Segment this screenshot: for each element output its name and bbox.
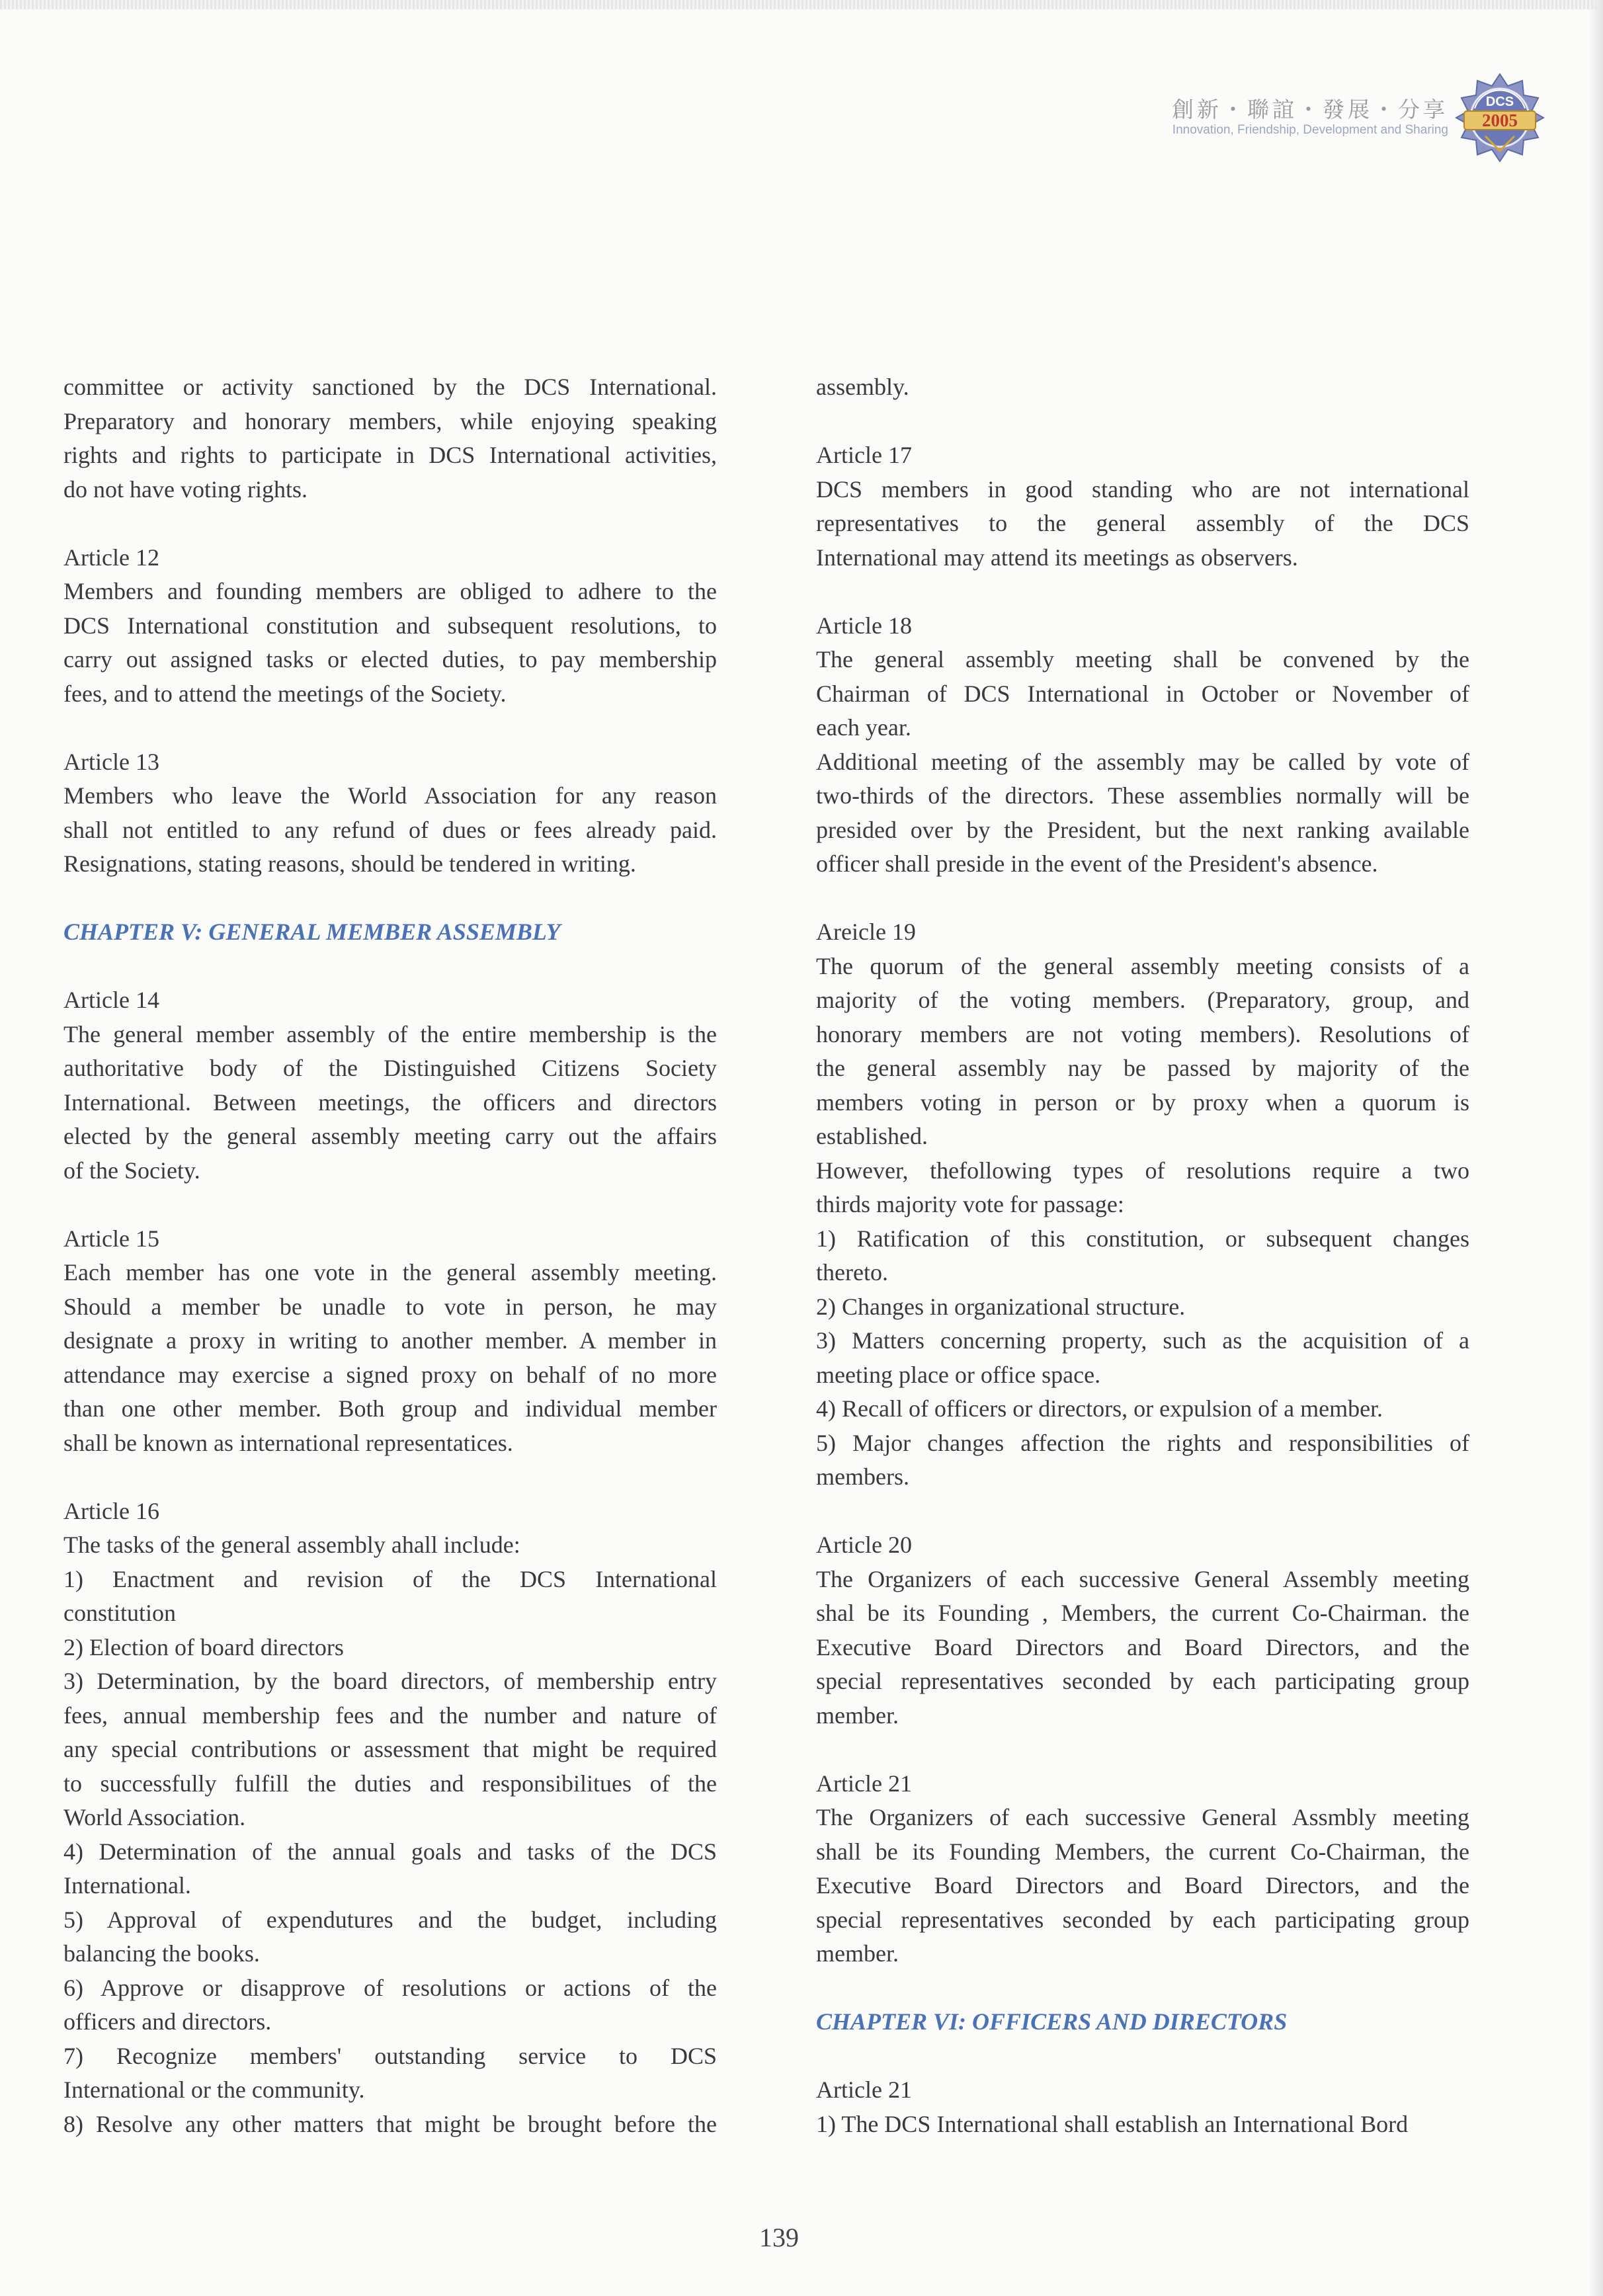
text-line: However, thefollowing types of resolutions require a two <box>816 1157 1469 1184</box>
paragraph-gap <box>63 1188 717 1222</box>
text-line: thirds majority vote for passage: <box>816 1191 1124 1217</box>
paragraph-gap <box>63 882 717 916</box>
text-line: International may attend its meetings as observers. <box>816 544 1298 571</box>
text-line: 3) Determination, by the board directors, of membership entry <box>63 1668 717 1694</box>
text-line: 3) Matters concerning property, such as the acquisition of a <box>816 1327 1469 1354</box>
text-line: shall be known as international representatices. <box>63 1429 513 1456</box>
text-line: established. <box>816 1123 928 1149</box>
tagline-chinese: 創新・聯誼・發展・分享 <box>1172 99 1448 122</box>
text-line: rights and rights to participate in DCS International activities, <box>63 442 717 468</box>
text-line: Executive Board Directors and Board Directors, and the <box>816 1633 1469 1660</box>
text-line: 8) Resolve any other matters that might be brought before the <box>63 2110 717 2137</box>
text-line: 4) Recall of officers or directors, or expulsion of a member. <box>816 1395 1383 1422</box>
text-line: The Organizers of each successive General Assembly meeting <box>816 1565 1469 1592</box>
text-line: elected by the general assembly meeting carry out the affairs <box>63 1123 717 1149</box>
text-line: 2) Election of board directors <box>63 1633 344 1660</box>
text-line: special representatives seconded by each participating group <box>816 1906 1469 1933</box>
text-line: Article 20 <box>816 1532 912 1558</box>
text-line: honorary members are not voting members). Resolutions of <box>816 1020 1469 1047</box>
text-line: 5) Approval of expendutures and the budget, including <box>63 1906 717 1933</box>
text-line: assembly. <box>816 374 909 400</box>
text-line: The tasks of the general assembly ahall include: <box>63 1532 520 1558</box>
text-line: each year. <box>816 714 911 741</box>
right-text-column <box>816 370 1469 2141</box>
text-line: special representatives seconded by each participating group <box>816 1668 1469 1694</box>
text-line: do not have voting rights. <box>63 475 308 503</box>
text-line: Article 13 <box>63 748 159 775</box>
text-line: members voting in person or by proxy when a quorum is <box>816 1088 1469 1116</box>
text-line: 2) Changes in organizational structure. <box>816 1293 1186 1320</box>
page-header <box>1124 73 1547 172</box>
logo-text: DCS <box>1485 95 1514 109</box>
text-line: Article 17 <box>816 442 912 468</box>
tagline-english: Innovation, Friendship, Development and Sharing <box>1172 123 1448 137</box>
text-line: the general assembly nay be passed by majority of the <box>816 1055 1469 1081</box>
text-line: officers and directors. <box>63 2008 272 2035</box>
text-line: International. Between meetings, the officers and directors <box>63 1088 717 1116</box>
text-line: any special contributions or assessment that might be required <box>63 1736 717 1762</box>
text-line: balancing the books. <box>63 1940 260 1967</box>
text-line: than one other member. Both group and individual member <box>63 1395 717 1422</box>
paragraph-gap <box>816 1495 1469 1529</box>
text-line: to successfully fulfill the duties and responsibilitues of the <box>63 1770 717 1797</box>
text-line: Should a member be unadle to vote in person, he may <box>63 1293 717 1320</box>
text-line: constitution <box>63 1600 176 1626</box>
text-line: World Association. <box>63 1804 246 1830</box>
paragraph-gap <box>816 1733 1469 1767</box>
text-line: Article 12 <box>63 544 159 571</box>
text-line: 1) Enactment and revision of the DCS International <box>63 1565 717 1592</box>
text-line: International. <box>63 1872 191 1899</box>
text-line: shall not entitled to any refund of dues or fees already paid. <box>63 816 717 843</box>
paragraph-gap <box>816 1971 1469 2006</box>
paragraph-gap <box>63 711 717 745</box>
paragraph-gap <box>63 950 717 984</box>
text-line: Members and founding members are obliged to adhere to the <box>63 578 717 604</box>
paragraph-gap <box>816 575 1469 609</box>
dcs-2005-logo-icon <box>1455 73 1545 163</box>
chapter-heading: CHAPTER VI: OFFICERS AND DIRECTORS <box>816 2008 1288 2035</box>
text-line: International or the community. <box>63 2076 365 2103</box>
chapter-heading: CHAPTER V: GENERAL MEMBER ASSEMBLY <box>63 919 561 945</box>
text-line: Areicle 19 <box>816 919 916 945</box>
text-line: Article 16 <box>63 1497 159 1524</box>
text-line: member. <box>816 1702 899 1729</box>
text-line: representatives to the general assembly of the DCS <box>816 510 1469 536</box>
text-line: Preparatory and honorary members, while enjoying speaking <box>63 407 717 434</box>
text-line: fees, and to attend the meetings of the Society. <box>63 680 507 707</box>
text-line: of the Society. <box>63 1157 200 1184</box>
text-line: Article 21 <box>816 1770 912 1797</box>
text-line: Executive Board Directors and Board Directors, and the <box>816 1872 1469 1899</box>
text-line: carry out assigned tasks or elected duties, to pay membership <box>63 646 717 673</box>
text-line: The general member assembly of the entire membership is the <box>63 1020 717 1047</box>
text-line: Each member has one vote in the general assembly meeting. <box>63 1259 717 1286</box>
text-line: DCS International constitution and subsequent resolutions, to <box>63 612 717 639</box>
text-line: attendance may exercise a signed proxy on behalf of no more <box>63 1361 717 1388</box>
text-line: majority of the voting members. (Preparatory, group, and <box>816 987 1469 1013</box>
text-line: designate a proxy in writing to another member. A member in <box>63 1327 717 1354</box>
text-line: Article 21 <box>816 2076 912 2103</box>
text-line: 7) Recognize members' outstanding service to DCS <box>63 2042 717 2069</box>
text-line: Chairman of DCS International in October or November of <box>816 680 1469 707</box>
text-line: presided over by the President, but the next ranking available <box>816 816 1469 843</box>
text-line: The quorum of the general assembly meeting consists of a <box>816 952 1469 979</box>
paragraph-gap <box>816 405 1469 439</box>
paragraph-gap <box>816 882 1469 916</box>
text-line: The general assembly meeting shall be convened by the <box>816 646 1469 673</box>
paragraph-gap <box>816 2039 1469 2074</box>
text-line: Article 15 <box>63 1225 159 1252</box>
text-line: two-thirds of the directors. These assemblies normally will be <box>816 782 1469 809</box>
text-line: Members who leave the World Association for any reason <box>63 782 717 809</box>
text-line: 1) Ratification of this constitution, or subsequent changes <box>816 1225 1469 1252</box>
text-line: Article 18 <box>816 612 912 639</box>
text-line: 5) Major changes affection the rights and responsibilities of <box>816 1429 1469 1456</box>
text-line: fees, annual membership fees and the number and nature of <box>63 1702 717 1729</box>
text-line: member. <box>816 1940 899 1967</box>
text-line: 4) Determination of the annual goals and tasks of the DCS <box>63 1838 717 1865</box>
text-line: Resignations, stating reasons, should be tendered in writing. <box>63 850 636 877</box>
text-line: members. <box>816 1463 909 1490</box>
text-line: officer shall preside in the event of the President's absence. <box>816 850 1378 877</box>
logo-year: 2005 <box>1482 110 1518 130</box>
text-line: 6) Approve or disapprove of resolutions or actions of the <box>63 1974 717 2001</box>
paragraph-gap <box>63 1460 717 1495</box>
text-line: authoritative body of the Distinguished Citizens Society <box>63 1055 717 1081</box>
text-line: The Organizers of each successive General Assmbly meeting <box>816 1804 1469 1830</box>
left-text-column <box>63 370 717 2141</box>
text-line: shall be its Founding Members, the current Co-Chairman, the <box>816 1838 1469 1865</box>
text-line: 1) The DCS International shall establish an International Bord <box>816 2110 1409 2137</box>
page-fold-shadow <box>1588 0 1603 2296</box>
paragraph-gap <box>63 507 717 541</box>
text-line: Additional meeting of the assembly may be called by vote of <box>816 748 1469 775</box>
text-line: shal be its Founding , Members, the current Co-Chairman. the <box>816 1600 1469 1626</box>
text-line: thereto. <box>816 1259 888 1286</box>
text-line: meeting place or office space. <box>816 1361 1101 1388</box>
scan-edge <box>0 0 1603 9</box>
text-line: committee or activity sanctioned by the DCS International. <box>63 374 717 400</box>
text-line: Article 14 <box>63 987 159 1013</box>
text-line: DCS members in good standing who are not international <box>816 475 1469 503</box>
